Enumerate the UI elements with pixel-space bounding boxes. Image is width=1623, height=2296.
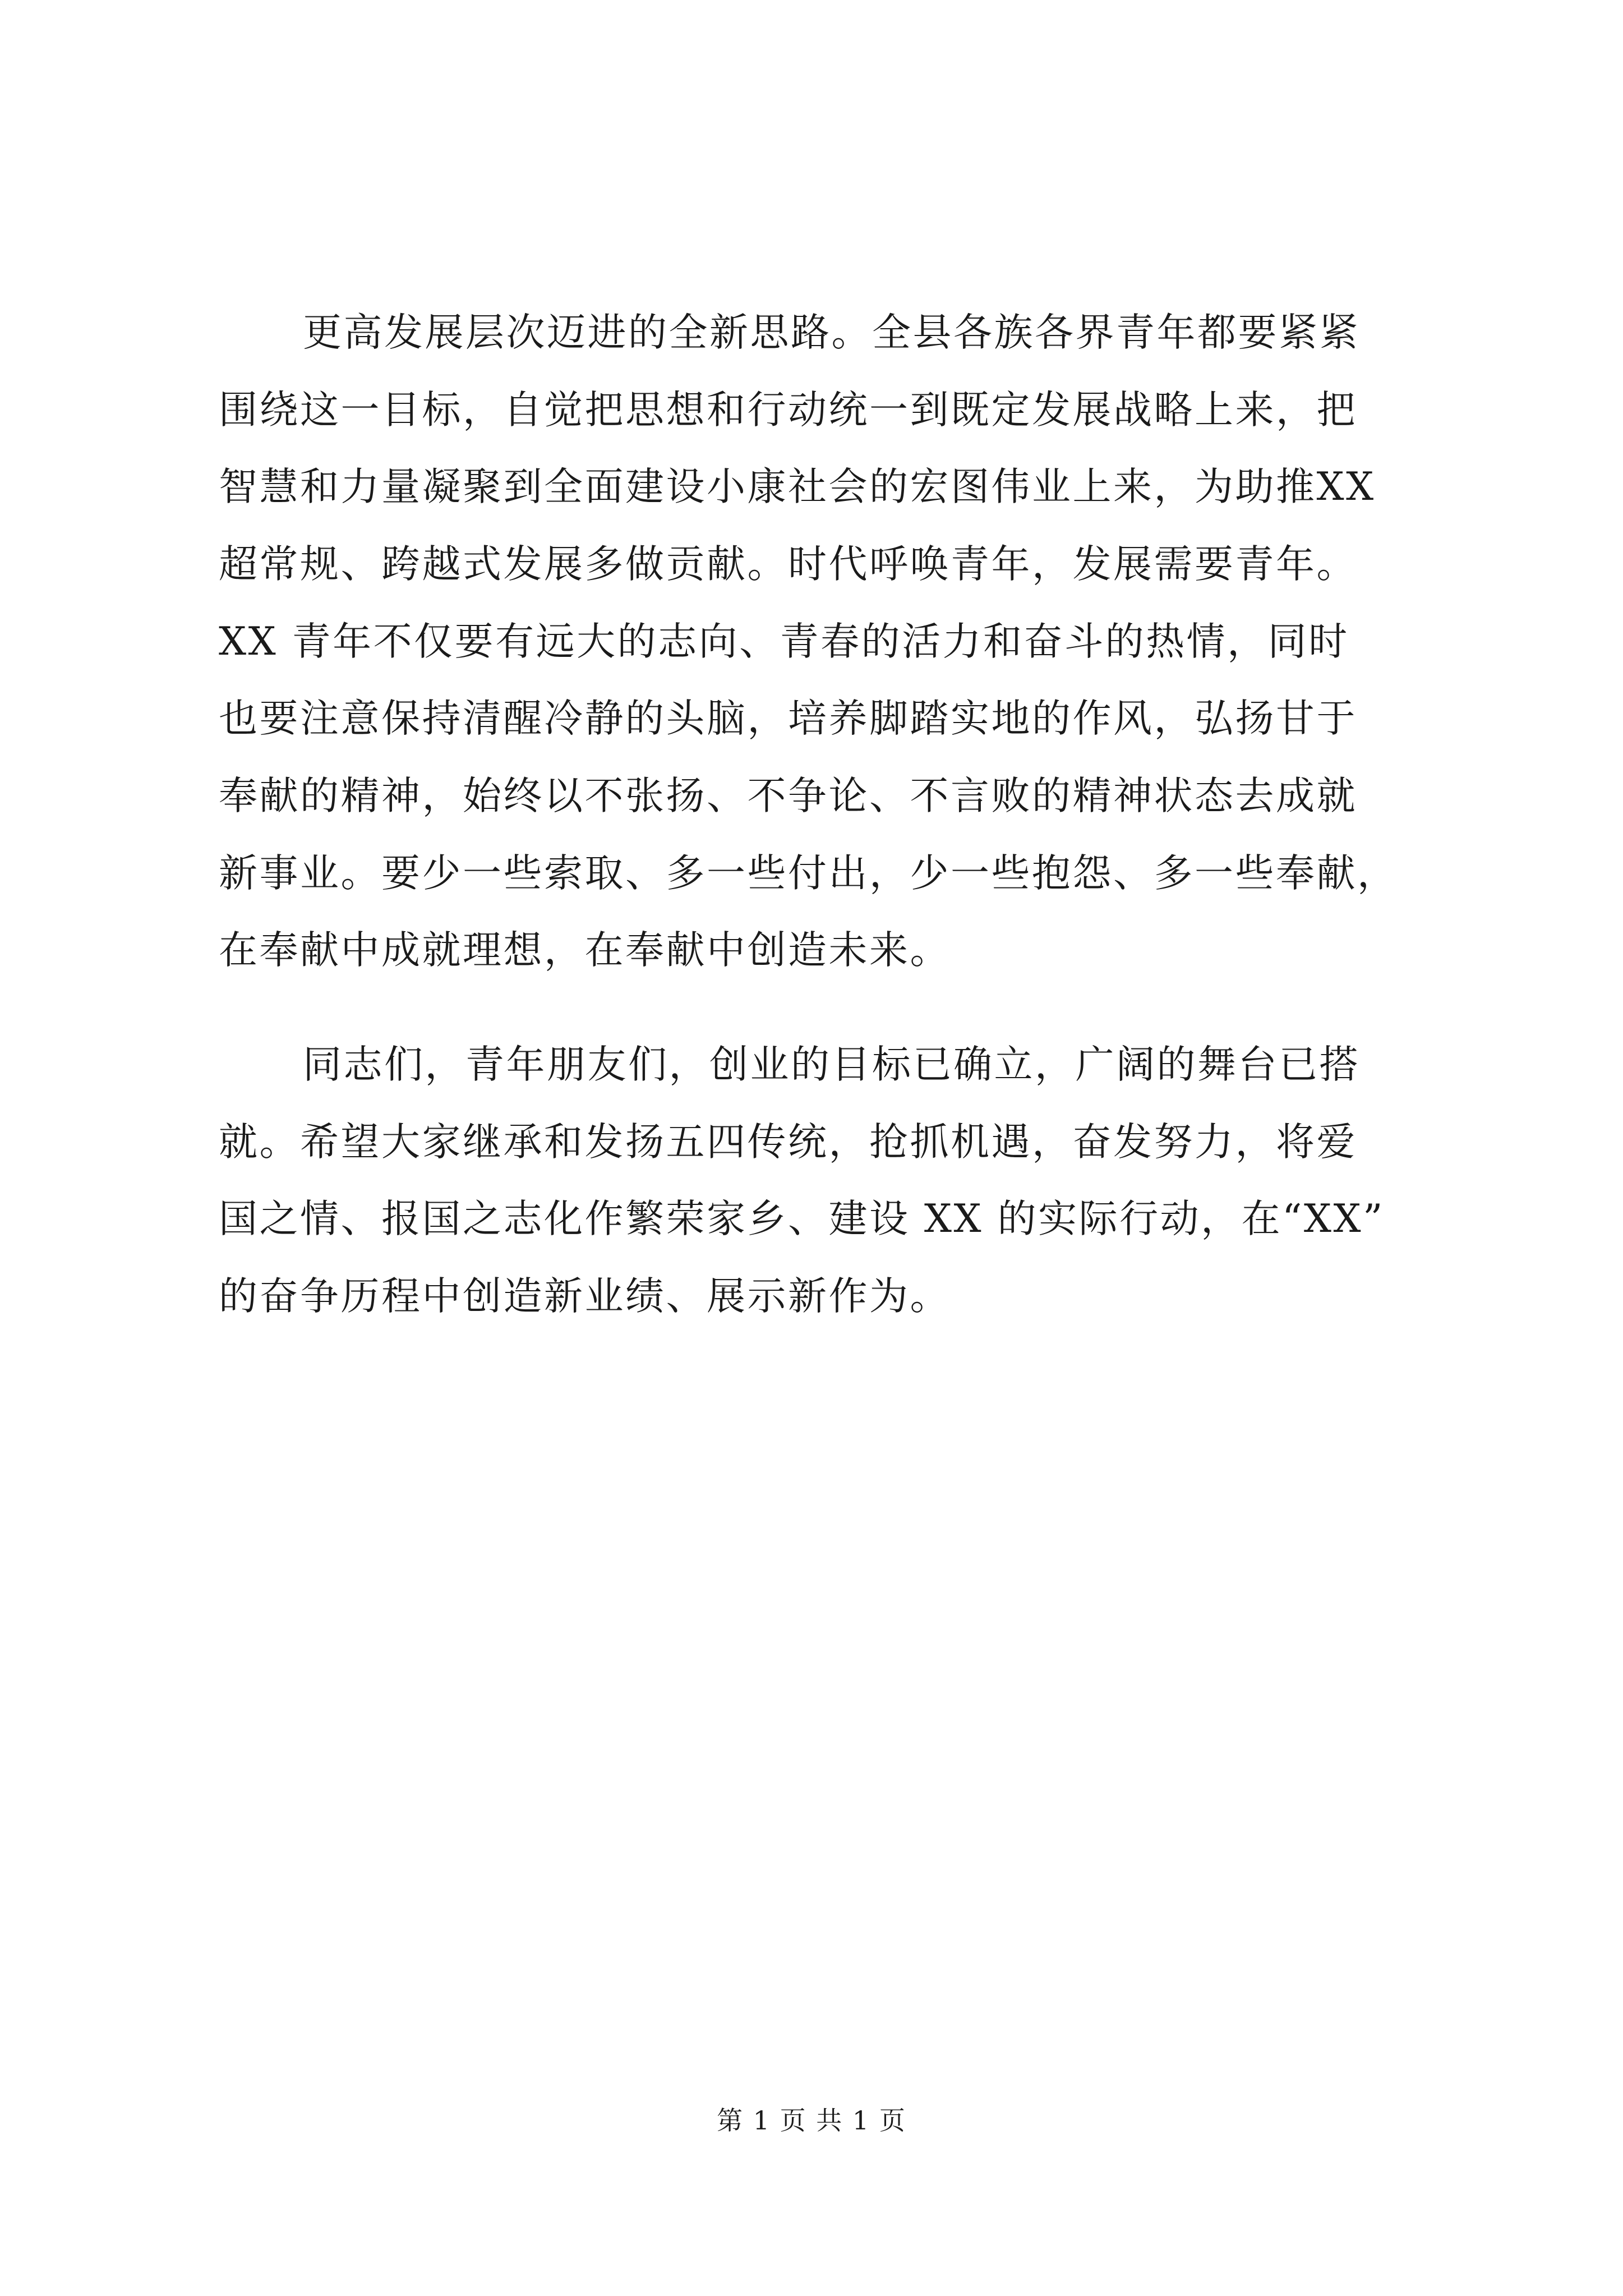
paragraph-1-line-1: 更高发展层次迈进的全新思路。全县各族各界青年都要紧紧 <box>303 310 1360 355</box>
paragraph-1-line-5: XX 青年不仅要有远大的志向、青春的活力和奋斗的热情，同时 <box>219 619 1349 664</box>
paragraph-1-line-8: 新事业。要少一些索取、多一些付出，少一些抱怨、多一些奉献， <box>219 851 1398 896</box>
paragraph-1-line-2: 围绕这一目标，自觉把思想和行动统一到既定发展战略上来，把 <box>219 388 1357 432</box>
paragraph-2-line-1: 同志们，青年朋友们，创业的目标已确立，广阔的舞台已搭 <box>303 1042 1360 1087</box>
paragraph-1-line-9: 在奉献中成就理想，在奉献中创造未来。 <box>219 928 951 973</box>
paragraph-1-line-3: 智慧和力量凝聚到全面建设小康社会的宏图伟业上来，为助推XX <box>219 464 1376 509</box>
page-footer: 第 1 页 共 1 页 <box>717 2105 906 2136</box>
paragraph-1-line-4: 超常规、跨越式发展多做贡献。时代呼唤青年，发展需要青年。 <box>219 542 1357 587</box>
paragraph-1-line-6: 也要注意保持清醒冷静的头脑，培养脚踏实地的作风，弘扬甘于 <box>219 696 1357 741</box>
paragraph-2-line-4: 的奋争历程中创造新业绩、展示新作为。 <box>219 1274 951 1319</box>
paragraph-2-line-3: 国之情、报国之志化作繁荣家乡、建设 XX 的实际行动，在“XX” <box>219 1197 1385 1241</box>
paragraph-2-line-2: 就。希望大家继承和发扬五四传统，抢抓机遇，奋发努力，将爱 <box>219 1120 1357 1165</box>
paragraph-1-line-7: 奉献的精神，始终以不张扬、不争论、不言败的精神状态去成就 <box>219 774 1357 818</box>
